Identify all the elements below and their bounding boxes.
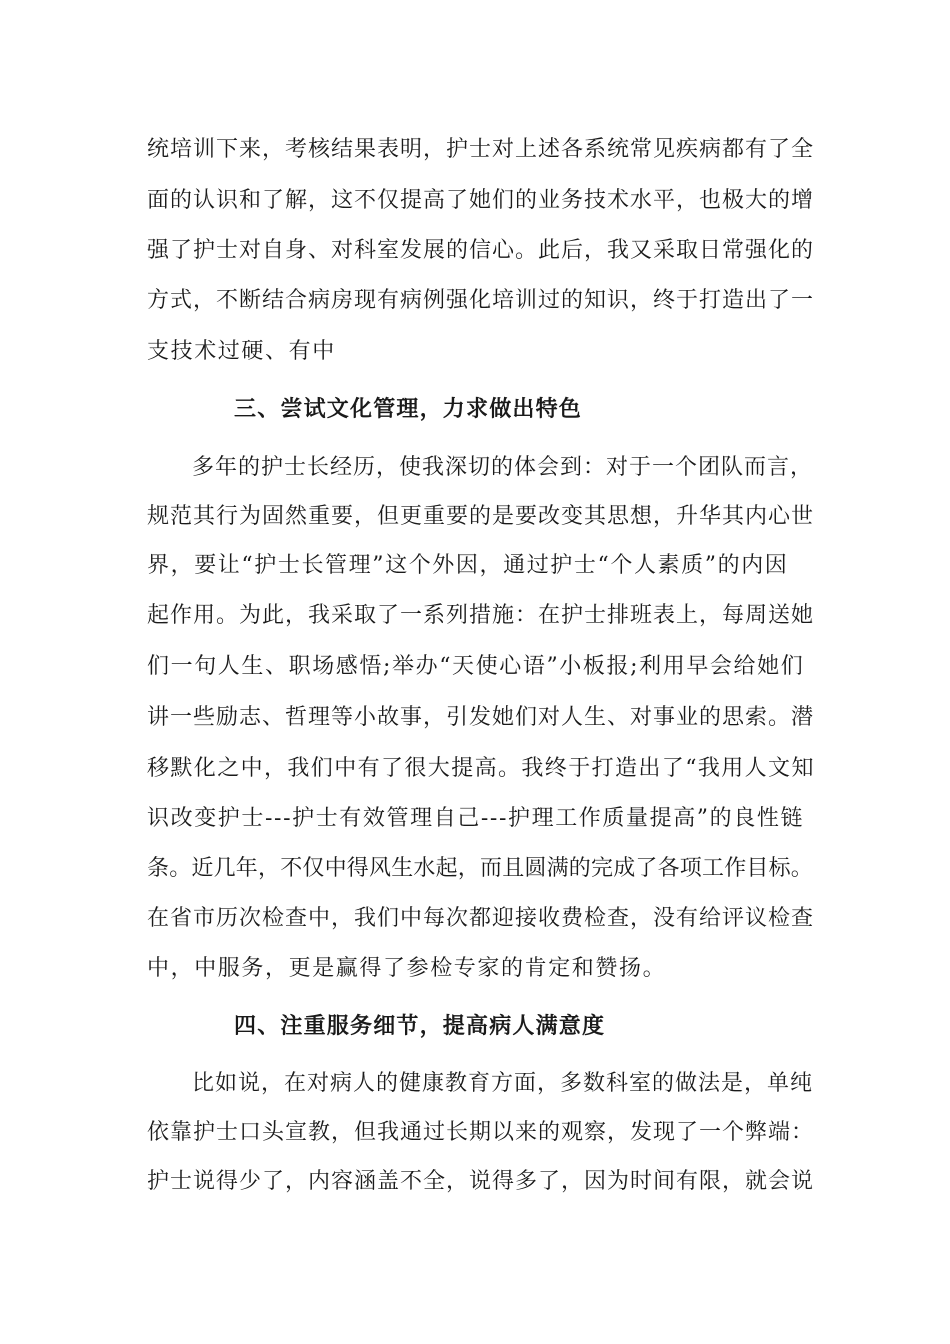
paragraph-line: 界，要让“护士长管理”这个外因，通过护士“个人素质”的内因 bbox=[147, 553, 789, 578]
paragraph-line: 方式，不断结合病房现有病例强化培训过的知识，终于打造出了一 bbox=[147, 288, 815, 313]
paragraph-line: 们一句人生、职场感悟;举办“天使心语”小板报;利用早会给她们 bbox=[147, 654, 805, 679]
paragraph-line: 支技术过硬、有中 bbox=[147, 339, 336, 364]
section-heading-3: 三、尝试文化管理，力求做出特色 bbox=[234, 396, 583, 422]
paragraph-line: 统培训下来，考核结果表明，护士对上述各系统常见疾病都有了全 bbox=[147, 137, 815, 162]
section-heading-4: 四、注重服务细节，提高病人满意度 bbox=[234, 1013, 606, 1039]
paragraph-line: 条。近几年，不仅中得风生水起，而且圆满的完成了各项工作目标。 bbox=[147, 856, 814, 881]
paragraph-line: 比如说，在对病人的健康教育方面，多数科室的做法是，单纯 bbox=[192, 1071, 814, 1096]
paragraph-line: 护士说得少了，内容涵盖不全，说得多了，因为时间有限，就会说 bbox=[147, 1169, 815, 1194]
paragraph-line: 起作用。为此，我采取了一系列措施：在护士排班表上，每周送她 bbox=[147, 603, 815, 628]
paragraph-line: 中，中服务，更是赢得了参检专家的肯定和赞扬。 bbox=[147, 956, 667, 981]
paragraph-line: 识改变护士---护士有效管理自己---护理工作质量提高”的良性链 bbox=[147, 806, 805, 831]
paragraph-line: 依靠护士口头宣教，但我通过长期以来的观察，发现了一个弊端： bbox=[147, 1120, 815, 1145]
paragraph-line: 在省市历次检查中，我们中每次都迎接收费检查，没有给评议检查 bbox=[147, 906, 815, 931]
paragraph-line: 讲一些励志、哲理等小故事，引发她们对人生、对事业的思索。潜 bbox=[147, 705, 815, 730]
paragraph-line: 面的认识和了解，这不仅提高了她们的业务技术水平，也极大的增 bbox=[147, 188, 815, 213]
paragraph-line: 多年的护士长经历，使我深切的体会到：对于一个团队而言， bbox=[192, 455, 814, 480]
paragraph-line: 移默化之中，我们中有了很大提高。我终于打造出了“我用人文知 bbox=[147, 756, 815, 781]
paragraph-line: 规范其行为固然重要，但更重要的是要改变其思想，升华其内心世 bbox=[147, 504, 815, 529]
paragraph-line: 强了护士对自身、对科室发展的信心。此后，我又采取日常强化的 bbox=[147, 238, 815, 263]
